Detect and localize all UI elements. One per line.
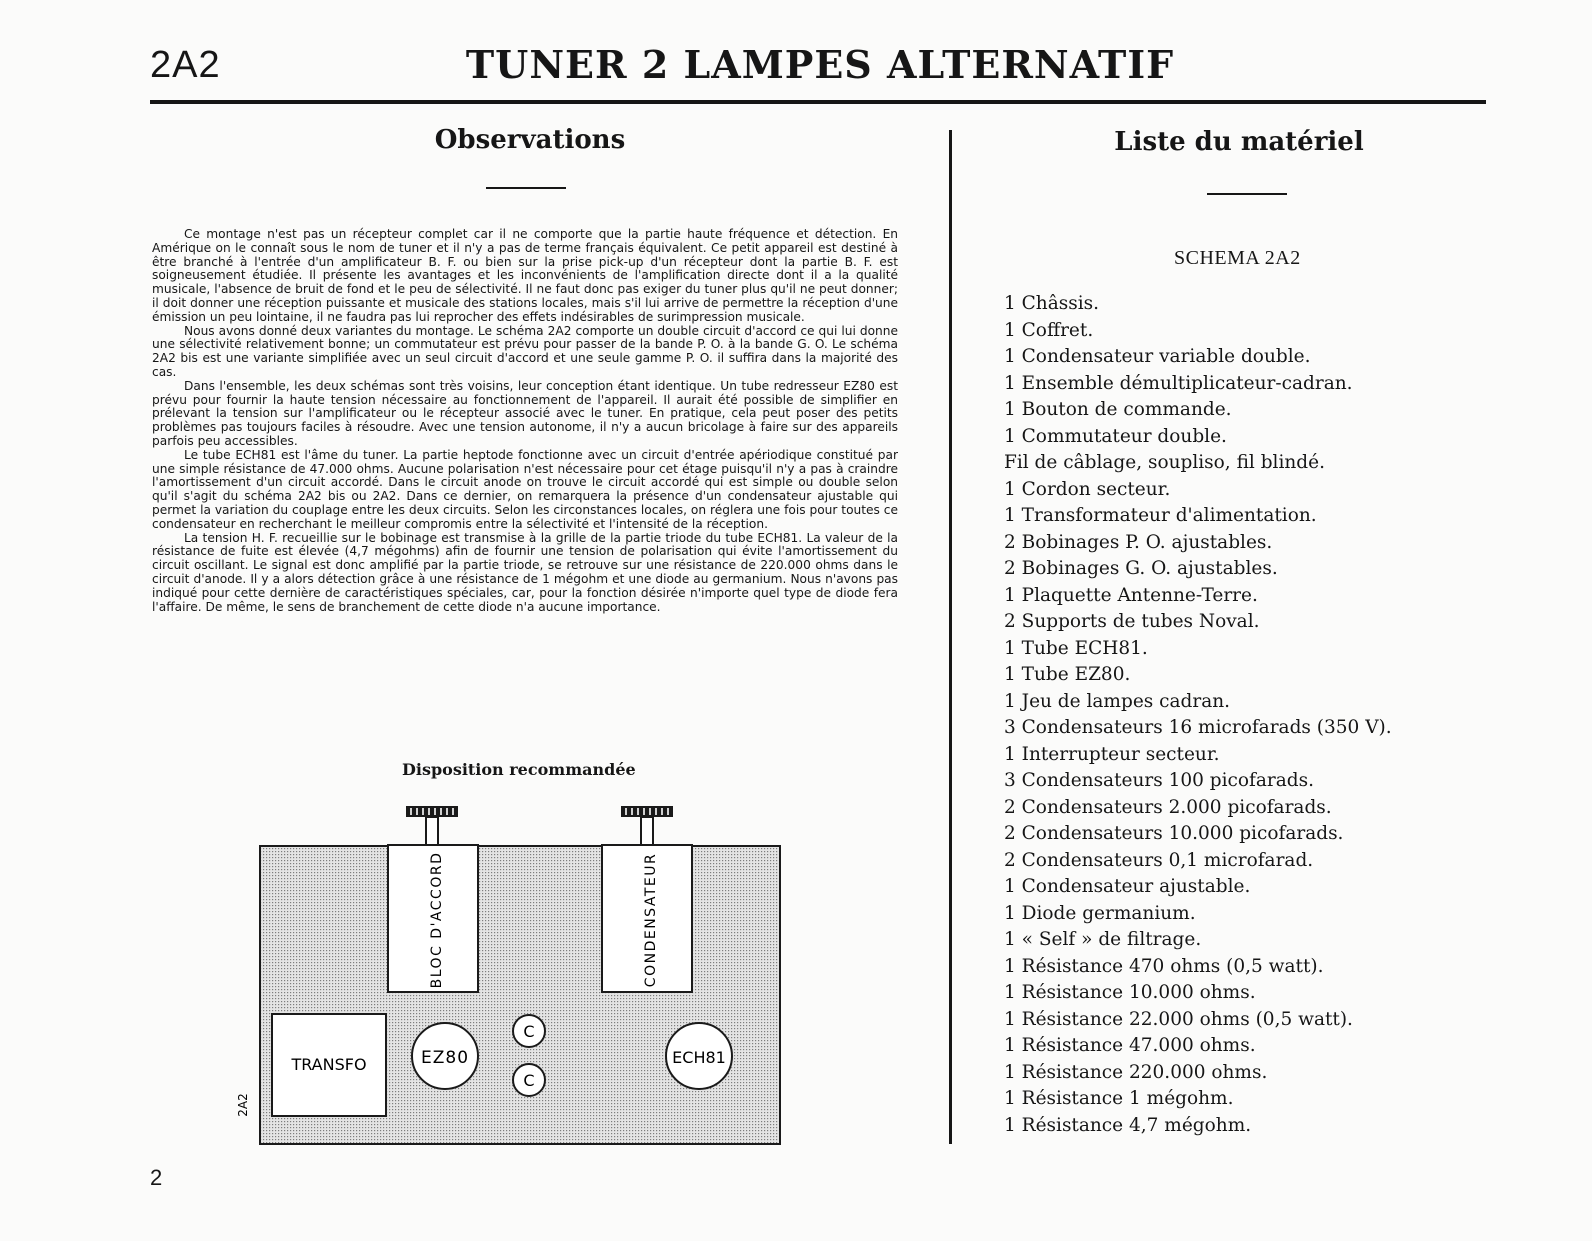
- list-item: 2 Bobinages P. O. ajustables.: [1004, 531, 1273, 553]
- materiel-underline: [1207, 193, 1287, 195]
- tuning-knob-right: [621, 806, 673, 847]
- list-item: 1 Bouton de commande.: [1004, 399, 1232, 420]
- list-item: 1 « Self » de filtrage.: [1004, 929, 1202, 950]
- list-item: 1 Condensateur ajustable.: [1004, 876, 1251, 897]
- observations-heading: Observations: [434, 125, 626, 155]
- list-item: 2 Supports de tubes Noval.: [1004, 611, 1260, 632]
- page-code: 2A2: [150, 44, 221, 86]
- materiel-list: [1004, 291, 1392, 1139]
- list-item: 3 Condensateurs 16 microfarads (350 V).: [1004, 717, 1392, 738]
- list-item: 1 Tube ECH81.: [1004, 637, 1148, 659]
- observations-paragraph: La tension H. F. recueillie sur le bobinage est transmise à la grille de la partie triode du tube ECH81. La valeur de la résistance de fuite est élevée (4,7 mégohms) afin de fournir une tension de polarisation qui évite l'amortissement du circuit oscillant. Le signal est donc amplifié par la partie triode, se retrouve sur une résistance de 220.000 ohms dans le circuit d'anode. Il y a alors détection grâce à une résistance de 1 mégohm et une diode au germanium. Nous n'avons pas indiqué pour cette dernière de caractéristiques spéciales, car, pour la fonction désirée n'importe quel type de diode fera l'affaire. De même, le sens de branchement de cette diode n'a aucune importance.: [152, 530, 898, 614]
- list-item: 1 Cordon secteur.: [1004, 478, 1171, 500]
- page-title: TUNER 2 LAMPES ALTERNATIF: [465, 42, 1175, 87]
- schema-label: SCHEMA 2A2: [1174, 247, 1301, 269]
- observations-paragraph: Le tube ECH81 est l'âme du tuner. La partie heptode fonctionne avec un circuit d'entrée apériodique constitué par une simple résistance de 47.000 ohms. Aucune polarisation n'est nécessaire pour cet étage puisqu'il n'y a pas à craindre l'amortissement d'un circuit accordé. Dans le circuit anode on trouve le circuit accordé qui est simple ou double selon qu'il s'agit du schéma 2A2 bis ou 2A2. Dans ce dernier, on remarquera la présence d'un condensateur ajustable qui permet la variation du couplage entre les deux circuits. Selon les circonstances locales, on réglera une fois pour toutes ce condensateur en recherchant le meilleur compromis entre la sélectivité et l'intensité de la réception.: [152, 447, 898, 531]
- list-item: 2 Condensateurs 2.000 picofarads.: [1004, 796, 1332, 818]
- list-item: 1 Résistance 4,7 mégohm.: [1004, 1114, 1252, 1136]
- observations-paragraph: Nous avons donné deux variantes du montage. Le schéma 2A2 comporte un double circuit d'accord ce qui lui donne une sélectivité relativement bonne; un commutateur est prévu pour passer de la bande P. O. à la bande G. O. Le schéma 2A2 bis est une variante simplifiée avec un seul circuit d'accord et une seule gamme P. O. il suffira dans la majorité des cas.: [152, 323, 898, 379]
- list-item: 1 Châssis.: [1004, 293, 1100, 314]
- list-item: 1 Résistance 22.000 ohms (0,5 watt).: [1004, 1008, 1353, 1030]
- list-item: 1 Résistance 220.000 ohms.: [1004, 1061, 1268, 1083]
- list-item: 1 Résistance 470 ohms (0,5 watt).: [1004, 955, 1324, 977]
- list-item: 1 Coffret.: [1004, 319, 1094, 341]
- transfo-label: TRANSFO: [291, 1055, 367, 1074]
- observations-text: [152, 228, 898, 614]
- list-item: 1 Tube EZ80.: [1004, 664, 1131, 685]
- list-item: 2 Bobinages G. O. ajustables.: [1004, 558, 1278, 579]
- header-rule: [150, 100, 1486, 104]
- list-item: 1 Plaquette Antenne-Terre.: [1004, 584, 1258, 606]
- observations-paragraph: Dans l'ensemble, les deux schémas sont très voisins, leur conception étant identique. Un tube redresseur EZ80 est prévu pour fournir la haute tension nécessaire au fonctionnement de l'appareil. Il aurait été possible de simplifier en prélevant la tension sur l'amplificateur ou le récepteur associé avec le tuner. En pratique, cela peut poser des petits problèmes pas toujours faciles à résoudre. Avec une tension autonome, il n'y a aucun bricolage à faire sur des appareils parfois peu accessibles.: [152, 378, 898, 448]
- list-item: 1 Jeu de lampes cadran.: [1004, 690, 1231, 712]
- list-item: 1 Transformateur d'alimentation.: [1004, 505, 1317, 526]
- list-item: 2 Condensateurs 0,1 microfarad.: [1004, 849, 1314, 871]
- bloc-accord-label: BLOC D'ACCORD: [429, 851, 445, 989]
- ech81-label: ECH81: [672, 1048, 726, 1067]
- list-item: 1 Résistance 47.000 ohms.: [1004, 1035, 1256, 1056]
- list-item: 1 Interrupteur secteur.: [1004, 743, 1220, 765]
- column-divider: [949, 130, 952, 1144]
- condensateur-label: CONDENSATEUR: [643, 852, 659, 988]
- list-item: 1 Commutateur double.: [1004, 425, 1227, 447]
- list-item: 1 Résistance 10.000 ohms.: [1004, 982, 1256, 1003]
- materiel-heading: Liste du matériel: [1114, 127, 1364, 157]
- chassis-layout-diagram: [230, 800, 810, 1160]
- list-item: 2 Condensateurs 10.000 picofarads.: [1004, 823, 1344, 844]
- page-number: 2: [150, 1165, 163, 1190]
- tuning-knob-left: [406, 806, 458, 847]
- diagram-tag: 2A2: [236, 1093, 250, 1117]
- list-item: Fil de câblage, soupliso, fil blindé.: [1004, 452, 1325, 473]
- capacitor-c1-label: C: [523, 1022, 535, 1041]
- list-item: 1 Condensateur variable double.: [1004, 346, 1311, 367]
- observations-underline: [486, 187, 566, 189]
- list-item: 1 Résistance 1 mégohm.: [1004, 1088, 1234, 1109]
- ez80-label: EZ80: [420, 1048, 470, 1068]
- list-item: 1 Ensemble démultiplicateur-cadran.: [1004, 372, 1353, 394]
- list-item: 1 Diode germanium.: [1004, 902, 1196, 924]
- observations-paragraph: Ce montage n'est pas un récepteur complet car il ne comporte que la partie haute fréquence et détection. En Amérique on le connaît sous le nom de tuner et il n'y a pas de terme français équivalent. Ce petit appareil est destiné à être branché à l'entrée d'un amplificateur B. F. ou bien sur la prise pick-up d'un récepteur dont la partie B. F. est soigneusement étudiée. Il présente les avantages et les inconvénients de l'amplification directe dont il a la qualité musicale, l'absence de bruit de fond et le peu de sélectivité. Il ne faut donc pas exiger du tuner plus qu'il ne peut donner; il doit donner une réception puissante et musicale des stations locales, mais s'il lui arrive de permettre la réception d'une émission un peu lointaine, il ne faudra pas lui reprocher des effets indésirables de surimpression musicale.: [152, 227, 898, 324]
- disposition-heading: Disposition recommandée: [402, 760, 636, 779]
- list-item: 3 Condensateurs 100 picofarads.: [1004, 770, 1315, 791]
- capacitor-c2-label: C: [523, 1071, 535, 1090]
